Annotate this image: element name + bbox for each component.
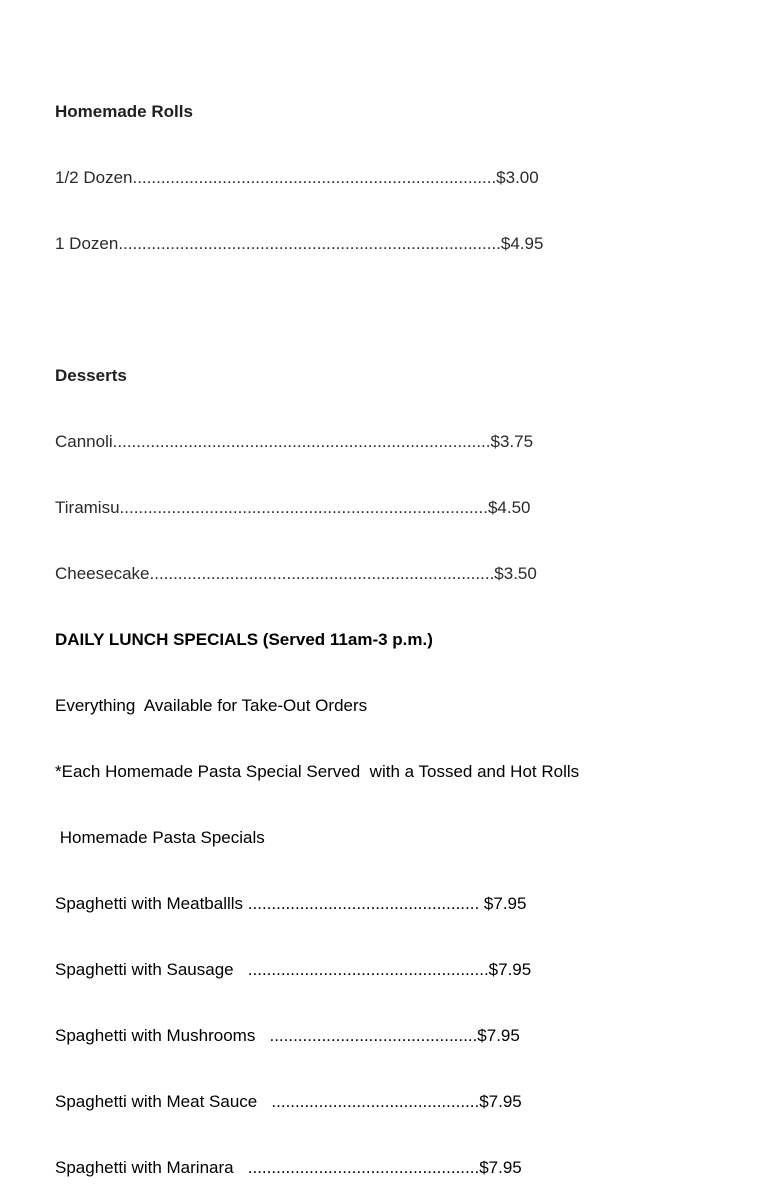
menu-item-spaghetti-marinara: Spaghetti with Marinara .................................................$7.95 [55,1158,522,1177]
menu-item-spaghetti-mushrooms: Spaghetti with Mushrooms ............................................$7.95 [55,1026,520,1045]
menu-item-spaghetti-meat-sauce: Spaghetti with Meat Sauce ............................................$7.95 [55,1092,522,1111]
takeout-note: Everything Available for Take-Out Orders [55,696,368,715]
menu-item-spaghetti-sausage: Spaghetti with Sausage ...................................................$7.95 [55,960,532,979]
menu-item-spaghetti-meatballs: Spaghetti with Meatballls ................................................. $7.95 [55,894,527,913]
pasta-specials-heading: Homemade Pasta Specials [55,828,265,847]
served-with-note: *Each Homemade Pasta Special Served with a Tossed and Hot Rolls [55,762,580,781]
menu-item-dozen-rolls: 1 Dozen.................................................................................$4.95 [55,234,544,253]
menu-item-cannoli: Cannoli................................................................................$3.75 [55,432,534,451]
menu-item-cheesecake: Cheesecake.........................................................................$3.50 [55,564,537,583]
rolls-heading: Homemade Rolls [55,102,193,121]
menu-item-half-dozen-rolls: 1/2 Dozen.............................................................................$3.00 [55,168,539,187]
desserts-heading: Desserts [55,366,127,385]
menu-item-tiramisu: Tiramisu..............................................................................$4.50 [55,498,531,517]
lunch-specials-heading: DAILY LUNCH SPECIALS (Served 11am-3 p.m.) [55,630,433,649]
